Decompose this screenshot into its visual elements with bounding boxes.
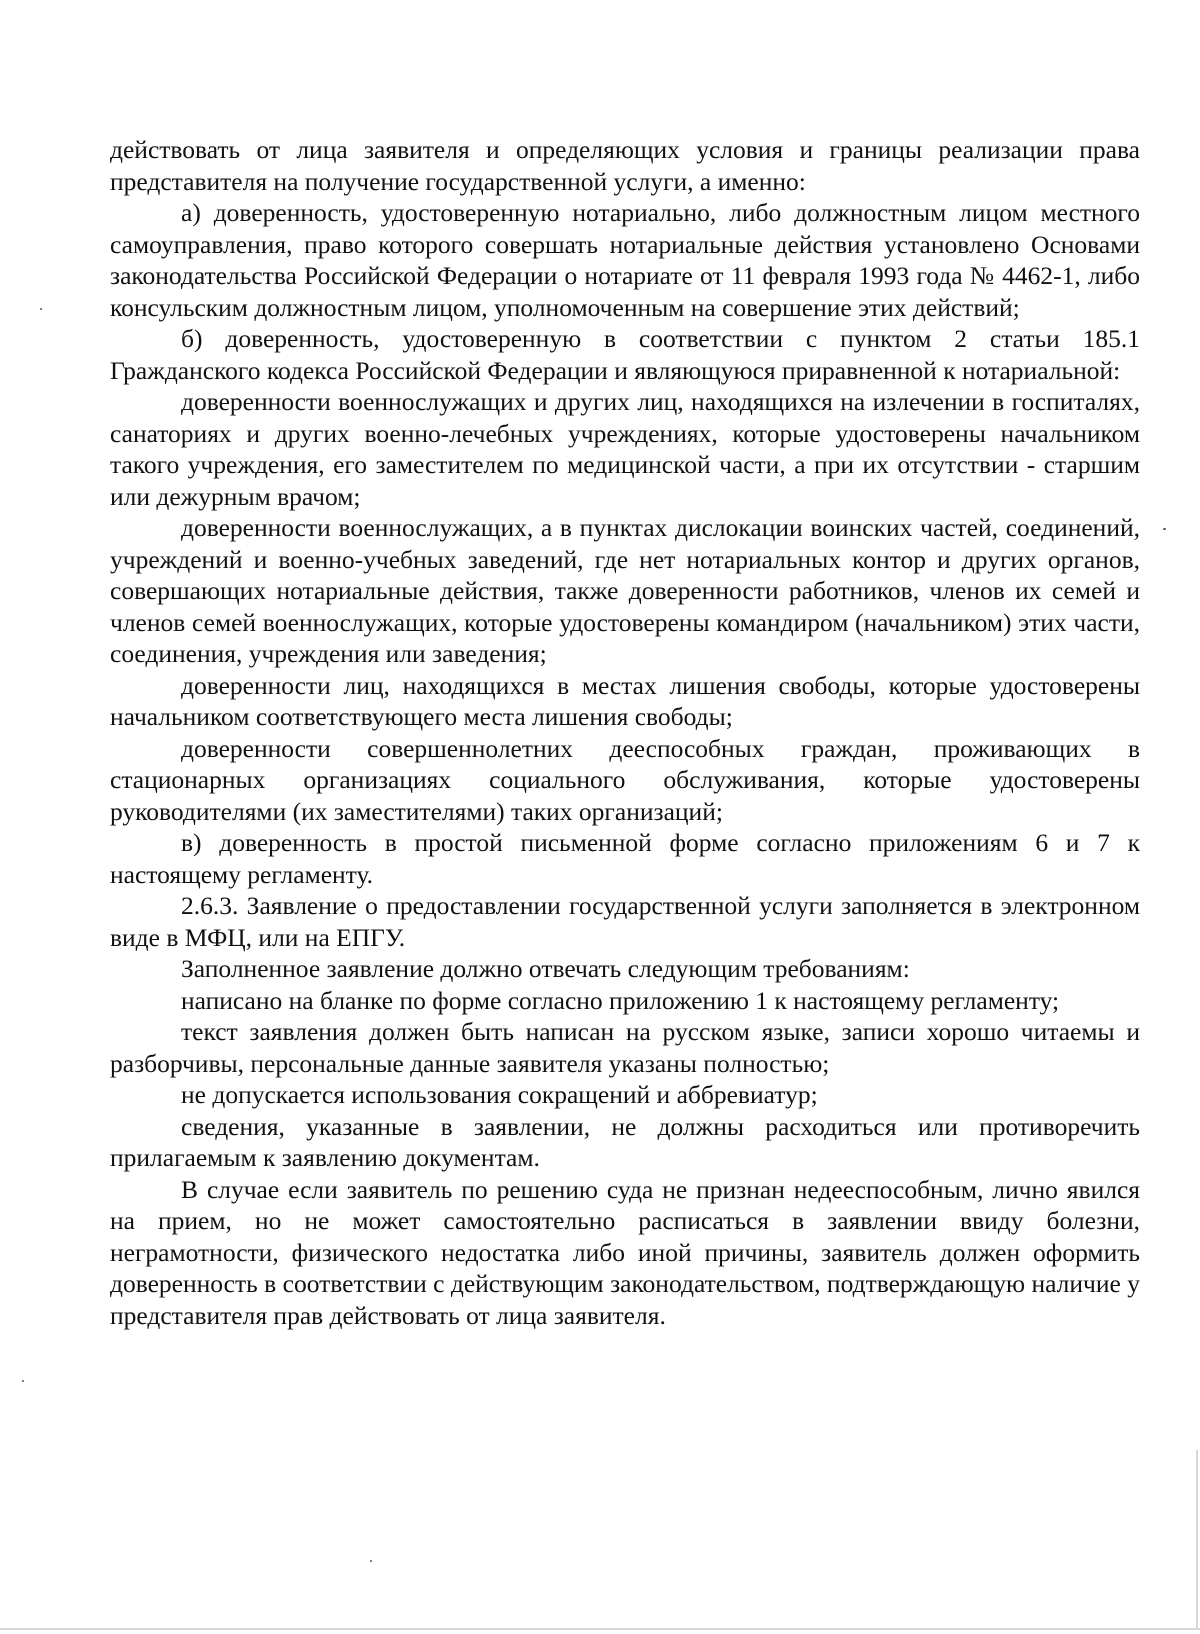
paragraph-representative-case: В случае если заявитель по решению суда не признан недееспособным, лично явился на прием, но не может самостоятельно расписаться в заявлении ввиду болезни, неграмотности, физического недостатка либо иной причины, заявитель должен оформить доверенность в соответствии с действующим законодательством, подтверждающую наличие у представителя прав действовать от лица заявителя. <box>110 1174 1140 1330</box>
scan-speck <box>40 308 42 310</box>
paragraph-requirement-form: написано на бланке по форме согласно приложению 1 к настоящему регламенту; <box>181 985 1060 1015</box>
paragraph-requirements-intro: Заполненное заявление должно отвечать следующим требованиям: <box>181 954 910 983</box>
paragraph-requirement-language: текст заявления должен быть написан на русском языке, записи хорошо читаемы и разборчивы, персональные данные заявителя указаны полностью; <box>110 1017 1140 1078</box>
paragraph-military-hospitals: доверенности военнослужащих и других лиц, находящихся на излечении в госпиталях, санаториях и других военно-лечебных учреждениях, которые удостоверены начальником такого учреждения, его заместителем по медицинской части, а при их отсутствии - старшим или дежурным врачом; <box>110 387 1140 511</box>
paragraph-social-care: доверенности совершеннолетних дееспособных граждан, проживающих в стационарных организациях социального обслуживания, которые удостоверены руководителями (их заместителями) таких организаций; <box>110 733 1140 826</box>
paragraph-item-a: а) доверенность, удостоверенную нотариально, либо должностным лицом местного самоуправления, право которого совершать нотариальные действия установлено Основами законодательства Российской Федерации о нотариате от 11 февраля 1993 года № 4462-1, либо консульским должностным лицом, уполномоченным на совершение этих действий; <box>110 198 1140 322</box>
paragraph-continuation: действовать от лица заявителя и определяющих условия и границы реализации права представителя на получение государственной услуги, а именно: <box>110 135 1140 196</box>
paragraph-section-2-6-3: 2.6.3. Заявление о предоставлении государственной услуги заполняется в электронном виде в МФЦ, или на ЕПГУ. <box>110 891 1140 952</box>
scan-right-edge <box>1196 1450 1198 1630</box>
scan-bottom-edge <box>0 1628 1200 1630</box>
scan-speck <box>1163 528 1166 530</box>
paragraph-requirement-consistency: сведения, указанные в заявлении, не должны расходиться или противоречить прилагаемым к заявлению документам. <box>110 1111 1140 1172</box>
scan-speck <box>370 1560 372 1562</box>
paragraph-item-v: в) доверенность в простой письменной форме согласно приложениям 6 и 7 к настоящему регламенту. <box>110 828 1140 889</box>
paragraph-item-b: б) доверенность, удостоверенную в соответствии с пунктом 2 статьи 185.1 Гражданского кодекса Российской Федерации и являющуюся приравненной к нотариальной: <box>110 324 1140 385</box>
document-body <box>110 134 1140 1331</box>
paragraph-detention: доверенности лиц, находящихся в местах лишения свободы, которые удостоверены начальником соответствующего места лишения свободы; <box>110 670 1140 731</box>
scan-speck <box>22 1380 24 1382</box>
paragraph-military-units: доверенности военнослужащих, а в пунктах дислокации воинских частей, соединений, учреждений и военно-учебных заведений, где нет нотариальных контор и других органов, совершающих нотариальные действия, также доверенности работников, членов их семей и членов семей военнослужащих, которые удостоверены командиром (начальником) этих части, соединения, учреждения или заведения; <box>110 513 1140 668</box>
paragraph-requirement-abbreviations: не допускается использования сокращений и аббревиатур; <box>181 1080 818 1109</box>
